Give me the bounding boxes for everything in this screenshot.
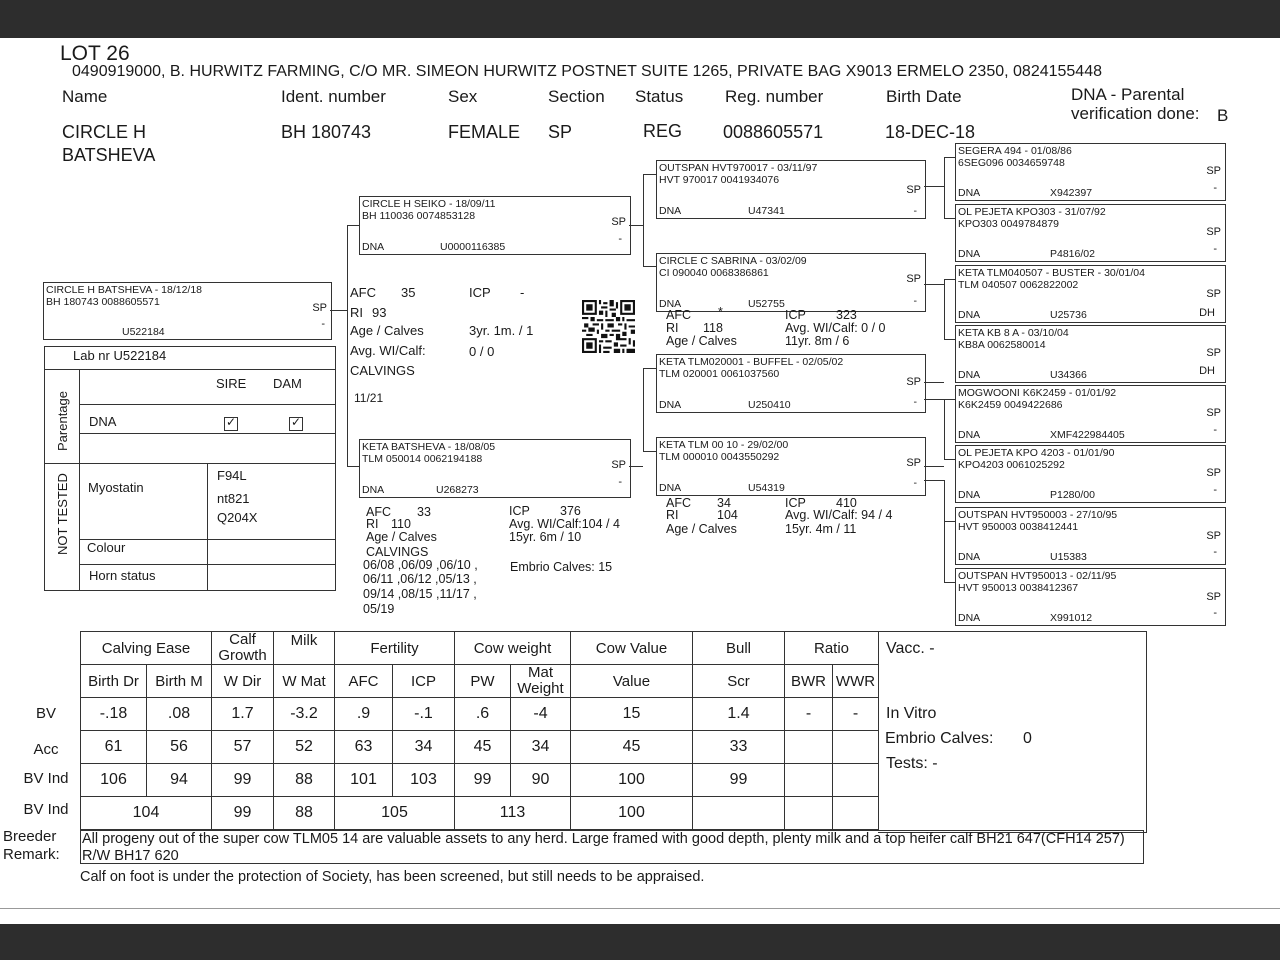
subject-calvings-value: 11/21: [354, 391, 384, 405]
group-calving-ease: Calving Ease: [81, 632, 212, 665]
subject-mark: -: [321, 318, 325, 330]
ggp4-mark: DH: [1199, 365, 1215, 377]
gp1-dna-label: DNA: [659, 205, 682, 217]
gp2-ids: CI 090040 0068386861: [659, 267, 769, 279]
table-cell: 106: [81, 764, 147, 797]
table-cell: -: [785, 698, 833, 731]
table-cell: 94: [147, 764, 212, 797]
dam-ids: TLM 050014 0062194188: [362, 453, 483, 465]
table-cell: [833, 764, 879, 797]
table-cell: 33: [693, 731, 785, 764]
animal-section: SP: [548, 122, 573, 142]
pedigree-ggp-8: [955, 568, 1226, 626]
table-cell: 99: [693, 764, 785, 797]
col-value: Value: [571, 665, 693, 698]
col-mat-weight: Mat Weight: [511, 665, 571, 698]
col-bwr: BWR: [785, 665, 833, 698]
pedigree-subject: [43, 282, 332, 340]
ggp7-mark: -: [1213, 546, 1217, 558]
lab-sire-label: SIRE: [216, 376, 247, 391]
gp1-title: OUTSPAN HVT970017 - 03/11/97: [659, 162, 818, 174]
table-row-bv-ind: [81, 764, 879, 797]
ggp8-section: SP: [1206, 591, 1221, 603]
ggp1-ids: 6SEG096 0034659748: [958, 157, 1065, 169]
ggp2-section: SP: [1206, 226, 1221, 238]
table-cell: [833, 731, 879, 764]
sabrina-ri-value: 118: [703, 321, 723, 335]
gp3-section: SP: [906, 376, 921, 388]
ggp4-title: KETA KB 8 A - 03/10/04: [958, 327, 1069, 339]
col-birth-dr: Birth Dr: [81, 665, 147, 698]
animal-name-1: CIRCLE H: [62, 122, 147, 142]
keta-ri-value: 104: [717, 508, 738, 522]
colour-label: Colour: [87, 540, 126, 555]
vaccination-panel: [878, 631, 1147, 833]
col-w-mat: W Mat: [274, 665, 335, 698]
ggp5-ids: K6K2459 0049422686: [958, 399, 1063, 411]
table-cell: 61: [81, 731, 147, 764]
table-cell: [785, 731, 833, 764]
table-cell: 103: [393, 764, 455, 797]
remark-label-1: Breeder: [3, 828, 57, 845]
ggp4-dna-label: DNA: [958, 369, 981, 381]
group-calf-growth: Calf Growth: [212, 632, 274, 665]
col-icp: ICP: [393, 665, 455, 698]
pedigree-grandparent-2: [656, 253, 926, 312]
table-cell: 101: [335, 764, 393, 797]
label-ident: Ident. number: [281, 87, 386, 106]
table-cell: [693, 797, 785, 830]
sire-dna-id: U0000116385: [440, 241, 506, 253]
dam-age-value: 15yr. 6m / 10: [509, 530, 582, 544]
sabrina-age-value: 11yr. 8m / 6: [785, 334, 850, 348]
col-scr: Scr: [693, 665, 785, 698]
subject-afc-label: AFC: [350, 285, 376, 300]
sabrina-icp-label: ICP: [785, 308, 806, 322]
gp4-title: KETA TLM 00 10 - 29/02/00: [659, 439, 789, 451]
animal-birth: 18-DEC-18: [885, 122, 976, 142]
animal-sex: FEMALE: [448, 122, 521, 142]
subject-ids: BH 180743 0088605571: [46, 296, 160, 308]
row-label-bv: BV: [35, 705, 56, 722]
table-row-bv: [81, 698, 879, 731]
ggp3-dna-label: DNA: [958, 309, 981, 321]
dam-afc-value: 33: [417, 505, 431, 519]
ggp3-section: SP: [1206, 288, 1221, 300]
dam-ri-value: 110: [391, 517, 411, 531]
group-fertility: Fertility: [335, 632, 455, 665]
table-cell: .6: [455, 698, 511, 731]
ggp5-dna-id: XMF422984405: [1050, 429, 1125, 441]
ggp6-ids: KPO4203 0061025292: [958, 459, 1065, 471]
table-cell: 52: [274, 731, 335, 764]
table-cell: 99: [455, 764, 511, 797]
ggp4-section: SP: [1206, 347, 1221, 359]
ggp3-dna-id: U25736: [1050, 309, 1087, 321]
table-cell: 34: [393, 731, 455, 764]
group-ratio: Ratio: [785, 632, 879, 665]
ggp4-ids: KB8A 0062580014: [958, 339, 1046, 351]
pedigree-dam: [359, 439, 631, 498]
top-bar: [0, 0, 1280, 38]
subject-calvings-label: CALVINGS: [350, 363, 415, 378]
gp1-mark: -: [913, 205, 917, 217]
gp3-dna-label: DNA: [659, 399, 682, 411]
ggp8-dna-id: X991012: [1050, 612, 1093, 624]
embrio-calves-value: 0: [1023, 730, 1032, 747]
dam-ri-label: RI: [366, 517, 379, 531]
bottom-divider: [0, 908, 1280, 909]
table-row-bv-ind-2: [81, 797, 879, 830]
table-cell: 34: [511, 731, 571, 764]
col-pw: PW: [455, 665, 511, 698]
table-cell: [785, 764, 833, 797]
breeder-remark: All progeny out of the super cow TLM05 14 are valuable assets to any herd. Large framed with good depth, plenty milk and a top heifer calf BH21 647(CFH14 257) R/W BH17 620: [80, 830, 1144, 864]
pedigree-ggp-4: [955, 325, 1226, 383]
sire-ids: BH 110036 0074853128: [362, 210, 476, 222]
pedigree-grandparent-1: [656, 160, 926, 219]
keta-afc-label: AFC: [666, 496, 691, 510]
keta-age-label: Age / Calves: [666, 522, 737, 536]
dam-dna-id: U268273: [436, 484, 479, 496]
sire-section: SP: [611, 216, 626, 228]
ggp1-section: SP: [1206, 165, 1221, 177]
pedigree-sire: [359, 196, 631, 255]
label-section: Section: [548, 87, 605, 106]
ggp2-mark: -: [1213, 243, 1217, 255]
label-sex: Sex: [448, 87, 478, 106]
dam-afc-label: AFC: [366, 505, 391, 519]
keta-icp-value: 410: [836, 496, 857, 510]
subject-wi-label: Avg. WI/Calf:: [350, 343, 426, 358]
gp4-dna-id: U54319: [748, 482, 785, 494]
pedigree-ggp-6: [955, 445, 1226, 503]
gp2-title: CIRCLE C SABRINA - 03/02/09: [659, 255, 807, 267]
lab-dna-label: DNA: [89, 414, 117, 429]
table-cell: -3.2: [274, 698, 335, 731]
myostatin-f94l: F94L: [217, 468, 247, 483]
animal-name-2: BATSHEVA: [62, 145, 156, 165]
table-cell: .9: [335, 698, 393, 731]
dam-calvings-label: CALVINGS: [366, 545, 429, 559]
table-cell: 99: [212, 764, 274, 797]
invitro-label: In Vitro: [886, 705, 937, 722]
ebv-table: [80, 631, 879, 830]
ggp8-mark: -: [1213, 607, 1217, 619]
myostatin-label: Myostatin: [88, 480, 144, 495]
gp3-dna-id: U250410: [748, 399, 791, 411]
sabrina-afc-label: AFC: [666, 308, 691, 322]
gp2-mark: -: [913, 295, 917, 307]
dam-wi: Avg. WI/Calf:104 / 4: [509, 517, 620, 531]
label-name: Name: [62, 87, 108, 106]
gp2-dna-id: U52755: [748, 298, 785, 310]
gp4-dna-label: DNA: [659, 482, 682, 494]
table-cell: 1.7: [212, 698, 274, 731]
subject-section: SP: [312, 302, 327, 314]
table-cell: 100: [571, 797, 693, 830]
ggp8-ids: HVT 950013 0038412367: [958, 582, 1079, 594]
dam-mark: -: [618, 476, 622, 488]
ggp1-title: SEGERA 494 - 01/08/86: [958, 145, 1072, 157]
ggp3-ids: TLM 040507 0062822002: [958, 279, 1079, 291]
ggp6-dna-label: DNA: [958, 489, 981, 501]
gp4-section: SP: [906, 457, 921, 469]
footer-note: Calf on foot is under the protection of Society, has been screened, but still needs to be appraised.: [80, 869, 705, 885]
dam-embrio: Embrio Calves: 15: [510, 560, 613, 574]
subject-icp-value: -: [520, 285, 525, 300]
table-cell: 90: [511, 764, 571, 797]
table-cell: [833, 797, 879, 830]
table-cell: 1.4: [693, 698, 785, 731]
table-cell: 63: [335, 731, 393, 764]
animal-status: REG: [643, 121, 683, 141]
table-cell: 15: [571, 698, 693, 731]
animal-reg: 0088605571: [723, 122, 824, 142]
col-birth-m: Birth M: [147, 665, 212, 698]
subject-title: CIRCLE H BATSHEVA - 18/12/18: [46, 284, 203, 296]
remark-label-2: Remark:: [3, 846, 60, 863]
ggp5-section: SP: [1206, 407, 1221, 419]
ggp2-dna-label: DNA: [958, 248, 981, 260]
sire-dna-checkbox: [224, 417, 238, 431]
parentage-label: Parentage: [55, 391, 70, 451]
sabrina-afc-value: *: [718, 305, 723, 319]
table-cell: -4: [511, 698, 571, 731]
subject-age-value: 3yr. 1m. / 1: [469, 323, 534, 338]
table-row-acc: [81, 731, 879, 764]
lab-number: Lab nr U522184: [73, 348, 167, 363]
ggp1-dna-label: DNA: [958, 187, 981, 199]
sire-dna-label: DNA: [362, 241, 385, 253]
gp1-section: SP: [906, 184, 921, 196]
ggp6-dna-id: P1280/00: [1050, 489, 1095, 501]
dam-dna-label: DNA: [362, 484, 385, 496]
ggp1-mark: -: [1213, 182, 1217, 194]
gp1-ids: HVT 970017 0041934076: [659, 174, 780, 186]
label-status: Status: [635, 87, 684, 106]
gp3-title: KETA TLM020001 - BUFFEL - 02/05/02: [659, 356, 844, 368]
horn-status-label: Horn status: [89, 568, 156, 583]
ggp8-dna-label: DNA: [958, 612, 981, 624]
group-cow-value: Cow Value: [571, 632, 693, 665]
sire-mark: -: [618, 233, 622, 245]
pedigree-grandparent-3: [656, 354, 926, 413]
subject-afc-value: 35: [401, 285, 416, 300]
table-cell: 113: [455, 797, 571, 830]
ggp6-mark: -: [1213, 484, 1217, 496]
group-bull: Bull: [693, 632, 785, 665]
ggp6-title: OL PEJETA KPO 4203 - 01/01/90: [958, 447, 1115, 459]
ggp3-mark: DH: [1199, 307, 1215, 319]
ggp8-title: OUTSPAN HVT950013 - 02/11/95: [958, 570, 1117, 582]
dam-title: KETA BATSHEVA - 18/08/05: [362, 441, 496, 453]
ggp2-ids: KPO303 0049784879: [958, 218, 1060, 230]
sabrina-age-label: Age / Calves: [666, 334, 737, 348]
table-cell: 45: [571, 731, 693, 764]
ggp1-dna-id: X942397: [1050, 187, 1093, 199]
ggp2-dna-id: P4816/02: [1050, 248, 1095, 260]
sire-title: CIRCLE H SEIKO - 18/09/11: [362, 198, 496, 210]
bottom-bar: [0, 924, 1280, 960]
table-cell: 88: [274, 797, 335, 830]
subject-dna-id: U522184: [122, 326, 165, 338]
not-tested-label: NOT TESTED: [55, 473, 70, 555]
keta-age-value: 15yr. 4m / 11: [785, 522, 857, 536]
dam-age-label: Age / Calves: [366, 530, 437, 544]
dam-icp-label: ICP: [509, 504, 530, 518]
group-cow-weight: Cow weight: [455, 632, 571, 665]
table-cell: -.18: [81, 698, 147, 731]
dam-dna-checkbox: [289, 417, 303, 431]
dna-verification-value: B: [1217, 106, 1229, 125]
ggp5-mark: -: [1213, 424, 1217, 436]
subject-wi-value: 0 / 0: [469, 344, 495, 359]
sabrina-wi: Avg. WI/Calf: 0 / 0: [785, 321, 886, 335]
keta-ri-label: RI: [666, 508, 679, 522]
sabrina-icp-value: 323: [836, 308, 857, 322]
sabrina-ri-label: RI: [666, 321, 679, 335]
pedigree-ggp-3: [955, 265, 1226, 323]
keta-wi: Avg. WI/Calf: 94 / 4: [785, 508, 893, 522]
pedigree-ggp-5: [955, 385, 1226, 443]
ggp3-title: KETA TLM040507 - BUSTER - 30/01/04: [958, 267, 1145, 279]
pedigree-ggp-2: [955, 204, 1226, 262]
gp4-mark: -: [913, 477, 917, 489]
ggp7-dna-id: U15383: [1050, 551, 1087, 563]
group-milk: Milk: [274, 632, 335, 665]
label-dna2: verification done:: [1071, 104, 1200, 123]
dam-calvings-line: 06/11 ,06/12 ,05/13 ,: [363, 572, 477, 586]
ggp7-ids: HVT 950003 0038412441: [958, 521, 1079, 533]
dam-calvings-line: 09/14 ,08/15 ,11/17 ,: [363, 587, 477, 601]
gp2-section: SP: [906, 273, 921, 285]
table-cell: 99: [212, 797, 274, 830]
keta-icp-label: ICP: [785, 496, 806, 510]
label-reg: Reg. number: [725, 87, 824, 106]
row-label-bv-ind: BV Ind: [23, 770, 69, 787]
ggp7-title: OUTSPAN HVT950003 - 27/10/95: [958, 509, 1118, 521]
animal-ident: BH 180743: [281, 122, 372, 142]
table-cell: 56: [147, 731, 212, 764]
embrio-calves-label: Embrio Calves:: [885, 730, 994, 747]
vacc-label: Vacc. -: [886, 640, 935, 657]
table-cell: 45: [455, 731, 511, 764]
ggp5-dna-label: DNA: [958, 429, 981, 441]
ggp7-dna-label: DNA: [958, 551, 981, 563]
gp1-dna-id: U47341: [748, 205, 785, 217]
pedigree-ggp-1: [955, 143, 1226, 201]
myostatin-nt821: nt821: [217, 491, 250, 506]
pedigree-grandparent-4: [656, 437, 926, 496]
subject-ri-value: 93: [372, 305, 387, 320]
table-cell: 88: [274, 764, 335, 797]
subject-ri-label: RI: [350, 305, 363, 320]
row-label-acc: Acc: [33, 741, 59, 758]
table-cell: 105: [335, 797, 455, 830]
myostatin-q204x: Q204X: [217, 510, 258, 525]
col-w-dir: W Dir: [212, 665, 274, 698]
pedigree-ggp-7: [955, 507, 1226, 565]
table-cell: -.1: [393, 698, 455, 731]
subject-age-label: Age / Calves: [350, 323, 424, 338]
row-label-bv-ind-2: BV Ind: [23, 801, 69, 818]
gp2-dna-label: DNA: [659, 298, 682, 310]
gp3-mark: -: [913, 396, 917, 408]
col-wwr: WWR: [833, 665, 879, 698]
lot-number: LOT 26: [60, 42, 130, 65]
table-cell: .08: [147, 698, 212, 731]
table-cell: 104: [81, 797, 212, 830]
ggp4-dna-id: U34366: [1050, 369, 1087, 381]
dam-section: SP: [611, 459, 626, 471]
subject-icp-label: ICP: [469, 285, 491, 300]
col-afc: AFC: [335, 665, 393, 698]
lab-dam-label: DAM: [273, 376, 302, 391]
owner-line: 0490919000, B. HURWITZ FARMING, C/O MR. SIMEON HURWITZ POSTNET SUITE 1265, PRIVATE BAG X9013 ERMELO 2350, 0824155448: [72, 63, 1102, 80]
gp3-ids: TLM 020001 0061037560: [659, 368, 780, 380]
table-cell: 57: [212, 731, 274, 764]
table-cell: 100: [571, 764, 693, 797]
table-cell: -: [833, 698, 879, 731]
table-cell: [785, 797, 833, 830]
dam-calvings-line: 06/08 ,06/09 ,06/10 ,: [363, 558, 478, 572]
qr-code-icon: [582, 300, 635, 353]
lab-panel: [44, 346, 336, 591]
tests-label: Tests: -: [886, 755, 938, 772]
dam-calvings-line: 05/19: [363, 602, 395, 616]
keta-afc-value: 34: [717, 496, 731, 510]
gp4-ids: TLM 000010 0043550292: [659, 451, 780, 463]
ggp6-section: SP: [1206, 467, 1221, 479]
label-dna1: DNA - Parental: [1071, 85, 1185, 104]
ggp5-title: MOGWOONI K6K2459 - 01/01/92: [958, 387, 1117, 399]
ggp2-title: OL PEJETA KPO303 - 31/07/92: [958, 206, 1106, 218]
ggp7-section: SP: [1206, 530, 1221, 542]
dam-icp-value: 376: [560, 504, 581, 518]
label-birth: Birth Date: [886, 87, 962, 106]
